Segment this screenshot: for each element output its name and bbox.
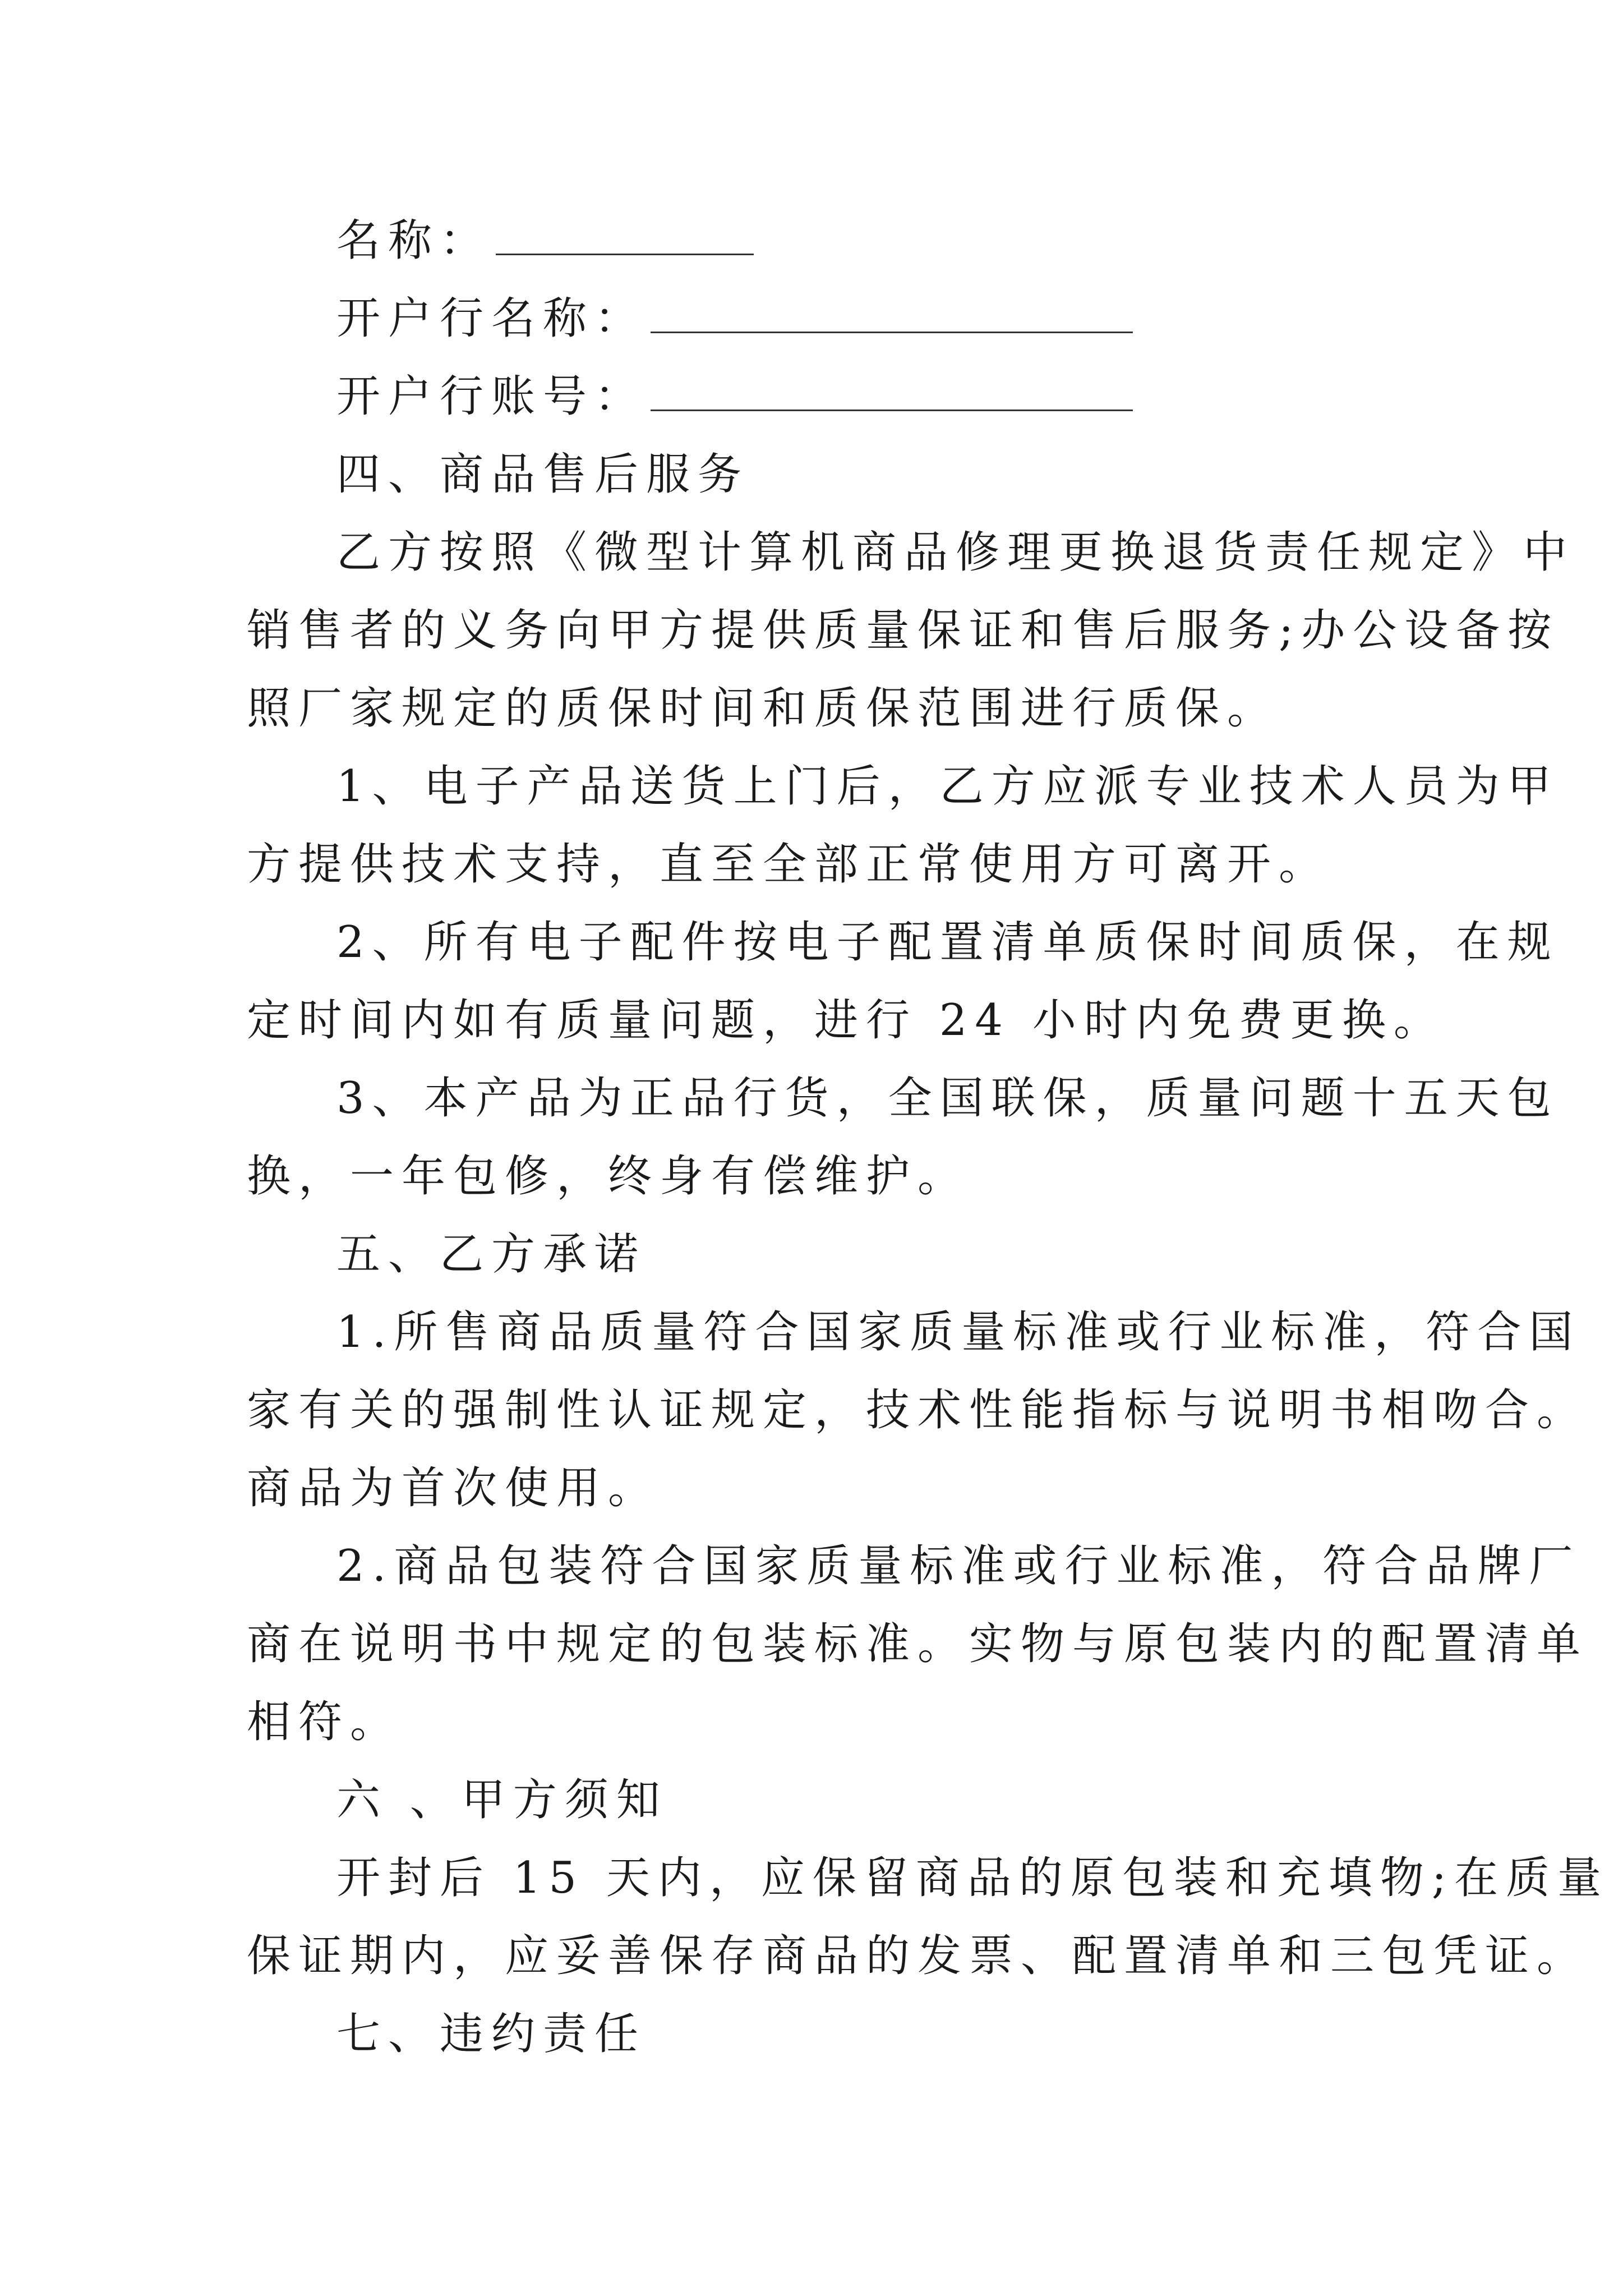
section-heading-liability: 七、违约责任 xyxy=(336,2009,647,2059)
bank-name-blank xyxy=(651,297,1133,333)
section-heading-after-sales: 四、商品售后服务 xyxy=(336,449,750,500)
paragraph-line: 保证期内，应妥善保存商品的发票、配置清单和三包凭证。 xyxy=(247,1931,1589,1981)
paragraph-line: 乙方按照《微型计算机商品修理更换退货责任规定》中 xyxy=(336,527,1575,578)
paragraph-line: 换，一年包修，终身有偿维护。 xyxy=(247,1151,970,1202)
bank-name-label: 开户行名称： xyxy=(336,293,647,344)
bank-account-label: 开户行账号： xyxy=(336,371,647,422)
section-heading-commitment: 五、乙方承诺 xyxy=(336,1229,647,1280)
bank-account-line xyxy=(247,358,1396,436)
paragraph-line: 定时间内如有质量问题，进行 24 小时内免费更换。 xyxy=(247,995,1445,1046)
paragraph-line: 照厂家规定的质保时间和质保范围进行质保。 xyxy=(247,683,1279,734)
paragraph-line: 销售者的义务向甲方提供质量保证和售后服务;办公设备按 xyxy=(247,605,1560,656)
paragraph-line: 商在说明书中规定的包装标准。实物与原包装内的配置清单 xyxy=(247,1619,1589,1669)
paragraph-line: 家有关的强制性认证规定，技术性能指标与说明书相吻合。 xyxy=(247,1385,1589,1435)
paragraph-line: 2、所有电子配件按电子配置清单质保时间质保，在规 xyxy=(336,917,1559,968)
section-heading-notice: 六 、甲方须知 xyxy=(336,1775,668,1825)
paragraph-line: 商品为首次使用。 xyxy=(247,1463,660,1513)
bank-account-blank xyxy=(651,375,1133,411)
paragraph-line: 3、本产品为正品行货，全国联保，质量问题十五天包 xyxy=(336,1073,1559,1124)
paragraph-line: 1.所售商品质量符合国家质量标准或行业标准，符合国 xyxy=(336,1307,1581,1358)
account-name-line xyxy=(247,202,1396,280)
account-name-label: 名称： xyxy=(336,215,492,266)
bank-name-line xyxy=(247,280,1396,358)
paragraph-line: 2.商品包装符合国家质量标准或行业标准，符合品牌厂 xyxy=(336,1541,1581,1591)
paragraph-line: 1、电子产品送货上门后，乙方应派专业技术人员为甲 xyxy=(336,761,1559,812)
paragraph-line: 相符。 xyxy=(247,1697,402,1747)
paragraph-line: 开封后 15 天内，应保留商品的原包装和充填物;在质量 xyxy=(336,1853,1610,1903)
paragraph-line: 方提供技术支持，直至全部正常使用方可离开。 xyxy=(247,839,1331,890)
document-body xyxy=(247,202,1610,2073)
account-name-blank xyxy=(496,219,754,255)
